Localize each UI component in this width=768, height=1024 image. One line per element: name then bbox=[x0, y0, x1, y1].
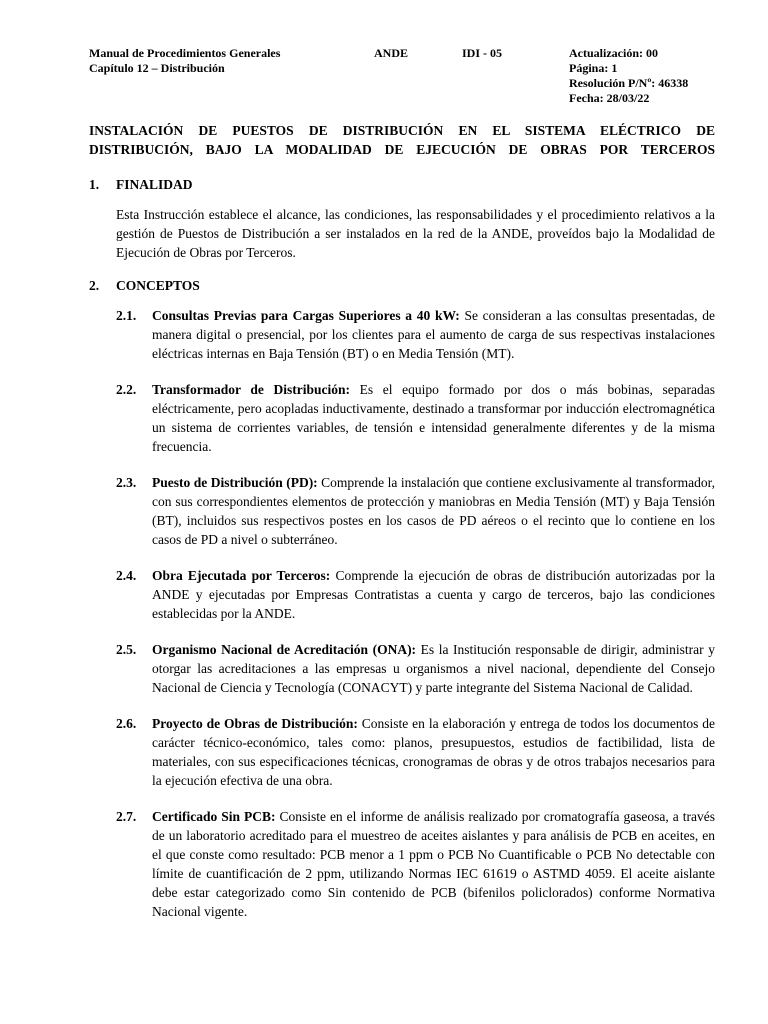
header-resolution: Resolución P/Nº: 46338 bbox=[569, 76, 689, 90]
section-heading-finalidad bbox=[89, 175, 715, 194]
section-title: FINALIDAD bbox=[116, 177, 193, 192]
concept-number: 2.5. bbox=[116, 642, 137, 657]
concept-text bbox=[152, 640, 715, 697]
concept-item bbox=[116, 306, 715, 363]
concept-term: Puesto de Distribución (PD): bbox=[152, 475, 318, 490]
concept-item bbox=[116, 380, 715, 456]
concept-number: 2.7. bbox=[116, 809, 137, 824]
header-code: IDI - 05 bbox=[462, 46, 503, 60]
concept-definition: Consiste en la elaboración y entrega de todos los documentos de carácter técnico-económico, tales como: planos, presupuestos, estudios de factibilidad, lista de materiales, con sus especificaciones técnicas, cronogramas de obras y de otros trabajos necesarios para la ejecución efectiva de una obra. bbox=[152, 716, 715, 788]
concept-term: Consultas Previas para Cargas Superiores a 40 kW: bbox=[152, 308, 460, 323]
concept-definition: Comprende la instalación que contiene exclusivamente al transformador, con sus correspondientes elementos de protección y maniobras en Media Tensión (MT) y Baja Tensión (BT), incluidos sus respectivos postes en los casos de PD aéreos o el recinto que lo contiene en los casos de PD a nivel o subterráneo. bbox=[152, 475, 715, 547]
section-title: CONCEPTOS bbox=[116, 278, 200, 293]
document-body bbox=[89, 121, 715, 938]
concept-item bbox=[116, 473, 715, 549]
header-org: ANDE bbox=[374, 46, 409, 60]
concept-item bbox=[116, 807, 715, 921]
concept-item bbox=[116, 640, 715, 697]
header-manual-block bbox=[89, 46, 280, 76]
concept-definition: Es la Institución responsable de dirigir, administrar y otorgar las acreditaciones a las empresas u organismos a nivel nacional, dependiente del Consejo Nacional de Ciencia y Tecnología (CONACYT) y parte integrante del Sistema Nacional de Calidad. bbox=[152, 642, 715, 695]
concept-item bbox=[116, 566, 715, 623]
title-line-2: DISTRIBUCIÓN, BAJO LA MODALIDAD DE EJECUCIÓN DE OBRAS POR TERCEROS bbox=[89, 142, 715, 157]
title-line-1: INSTALACIÓN DE PUESTOS DE DISTRIBUCIÓN EN EL SISTEMA ELÉCTRICO DE bbox=[89, 123, 715, 138]
concept-text bbox=[152, 807, 715, 921]
concept-number: 2.3. bbox=[116, 475, 137, 490]
section-heading-conceptos bbox=[89, 276, 715, 295]
concept-definition: Consiste en el informe de análisis realizado por cromatografía gaseosa, a través de un laboratorio acreditado para el muestreo de aceites aislantes y para análisis de PCB en aceites, en el que conste como resultado: PCB menor a 1 ppm o PCB No Cuantificable o PCB No detectable con límite de cuantificación de 2 ppm, utilizando Normas IEC 61619 o ASTMD 4059. El aceite aislante debe estar categorizado como Sin contenido de PCB (bifenilos policlorados) conforme Normativa Nacional vigente. bbox=[152, 809, 715, 919]
header-update: Actualización: 00 bbox=[569, 46, 658, 60]
header-code-block bbox=[462, 46, 502, 61]
header-manual: Manual de Procedimientos Generales bbox=[89, 46, 281, 60]
concept-text bbox=[152, 714, 715, 790]
concept-text bbox=[152, 380, 715, 456]
concept-term: Organismo Nacional de Acreditación (ONA): bbox=[152, 642, 417, 657]
concept-term: Obra Ejecutada por Terceros: bbox=[152, 568, 331, 583]
concept-text bbox=[152, 473, 715, 549]
header-page: Página: 1 bbox=[569, 61, 618, 75]
concept-term: Transformador de Distribución: bbox=[152, 382, 350, 397]
concept-term: Proyecto de Obras de Distribución: bbox=[152, 716, 358, 731]
concept-term: Certificado Sin PCB: bbox=[152, 809, 276, 824]
document-title bbox=[89, 121, 715, 159]
concept-number: 2.1. bbox=[116, 308, 137, 323]
header-org-block bbox=[374, 46, 408, 61]
concept-text bbox=[152, 306, 715, 363]
header-date: Fecha: 28/03/22 bbox=[569, 91, 650, 105]
concept-text bbox=[152, 566, 715, 623]
concept-number: 2.6. bbox=[116, 716, 137, 731]
header-meta-block bbox=[569, 46, 688, 106]
concept-item bbox=[116, 714, 715, 790]
header-chapter: Capítulo 12 – Distribución bbox=[89, 61, 225, 75]
section-paragraph: Esta Instrucción establece el alcance, las condiciones, las responsabilidades y el procedimiento relativos a la gestión de Puestos de Distribución a ser instalados en la red de la ANDE, proveídos bajo la Modalidad de Ejecución de Obras por Terceros. bbox=[116, 207, 715, 260]
concept-definition: Comprende la ejecución de obras de distribución autorizadas por la ANDE y ejecutadas por Empresas Contratistas a cuenta y cargo de terceros, bajo las condiciones establecidas por la ANDE. bbox=[152, 568, 715, 621]
concept-definition: Es el equipo formado por dos o más bobinas, separadas eléctricamente, pero acopladas inductivamente, destinado a transformar por inducción electromagnética un sistema de corrientes variables, de tensión e intensidad generalmente diferentes y de la misma frecuencia. bbox=[152, 382, 716, 454]
concept-definition: Se consideran a las consultas presentadas, de manera digital o presencial, por los clientes para el aumento de carga de sus respectivas instalaciones eléctricas internas en Baja Tensión (BT) o en Media Tensión (MT). bbox=[152, 308, 715, 361]
section-number: 2. bbox=[89, 278, 100, 293]
concept-number: 2.2. bbox=[116, 382, 137, 397]
section-number: 1. bbox=[89, 177, 100, 192]
concept-number: 2.4. bbox=[116, 568, 137, 583]
